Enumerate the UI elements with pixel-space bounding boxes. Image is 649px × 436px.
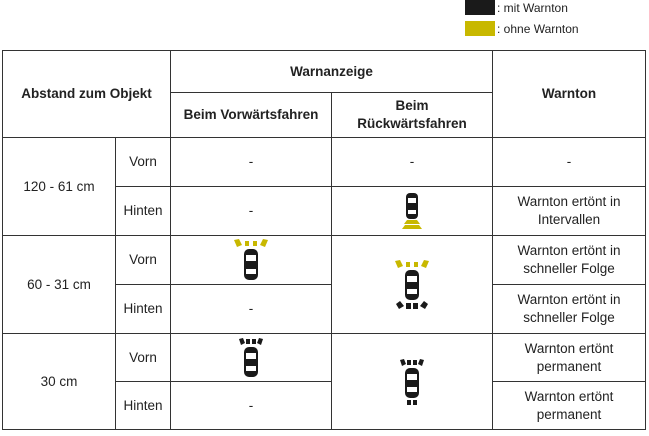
sound-line1: Warnton ertönt [524,340,614,356]
position-cell: Hinten [116,187,171,236]
distance-cell: 30 cm [3,334,116,430]
car-all-beep-icon [397,356,427,408]
position-cell: Vorn [116,138,171,187]
sound-cell [493,236,646,285]
header-display: Warnanzeige [171,51,493,93]
sound-cell [493,285,646,334]
sound-cell [493,187,646,236]
car-front-rear-warning-icon [392,257,432,313]
car-rear-sensor-icon [399,191,425,231]
position-cell: Hinten [116,382,171,430]
legend-item-with-sound [465,0,568,15]
forward-cell [171,236,332,285]
reverse-cell: - [332,138,493,187]
forward-cell [171,334,332,382]
legend-item-without-sound [465,21,579,36]
legend-label-with-sound: : mit Warnton [497,0,568,15]
sound-cell [493,382,646,430]
position-cell: Vorn [116,334,171,382]
header-reverse-line1: Beim [395,98,429,113]
sound-cell [493,334,646,382]
header-sound: Warnton [493,51,646,138]
black-swatch-icon [465,0,495,15]
reverse-cell [332,334,493,430]
car-front-warning-icon [231,238,271,282]
sound-line2: permanent [536,358,602,374]
header-forward: Beim Vorwärtsfahren [171,93,332,138]
forward-cell: - [171,382,332,430]
sound-cell: - [493,138,646,187]
yellow-swatch-icon [465,21,495,36]
header-reverse [332,93,493,138]
header-distance: Abstand zum Objekt [3,51,171,138]
sound-line1: Warnton ertönt [524,388,614,404]
distance-cell: 60 - 31 cm [3,236,116,334]
sound-line2: schneller Folge [523,261,615,276]
sound-line1: Warnton ertönt in [517,292,621,307]
parking-sensor-table [2,50,646,430]
forward-cell: - [171,187,332,236]
car-front-beep-icon [236,337,266,379]
distance-cell: 120 - 61 cm [3,138,116,236]
reverse-cell [332,187,493,236]
sound-line1: Warnton ertönt in [517,243,621,258]
position-cell: Vorn [116,236,171,285]
sound-line2: Intervallen [537,212,601,227]
position-cell: Hinten [116,285,171,334]
forward-cell: - [171,138,332,187]
header-reverse-line2: Rückwärtsfahren [357,116,467,131]
sound-line1: Warnton ertönt in [517,194,621,209]
legend-label-without-sound: : ohne Warnton [497,21,579,36]
sound-line2: permanent [536,406,602,422]
forward-cell: - [171,285,332,334]
sound-line2: schneller Folge [523,310,615,325]
reverse-cell [332,236,493,334]
